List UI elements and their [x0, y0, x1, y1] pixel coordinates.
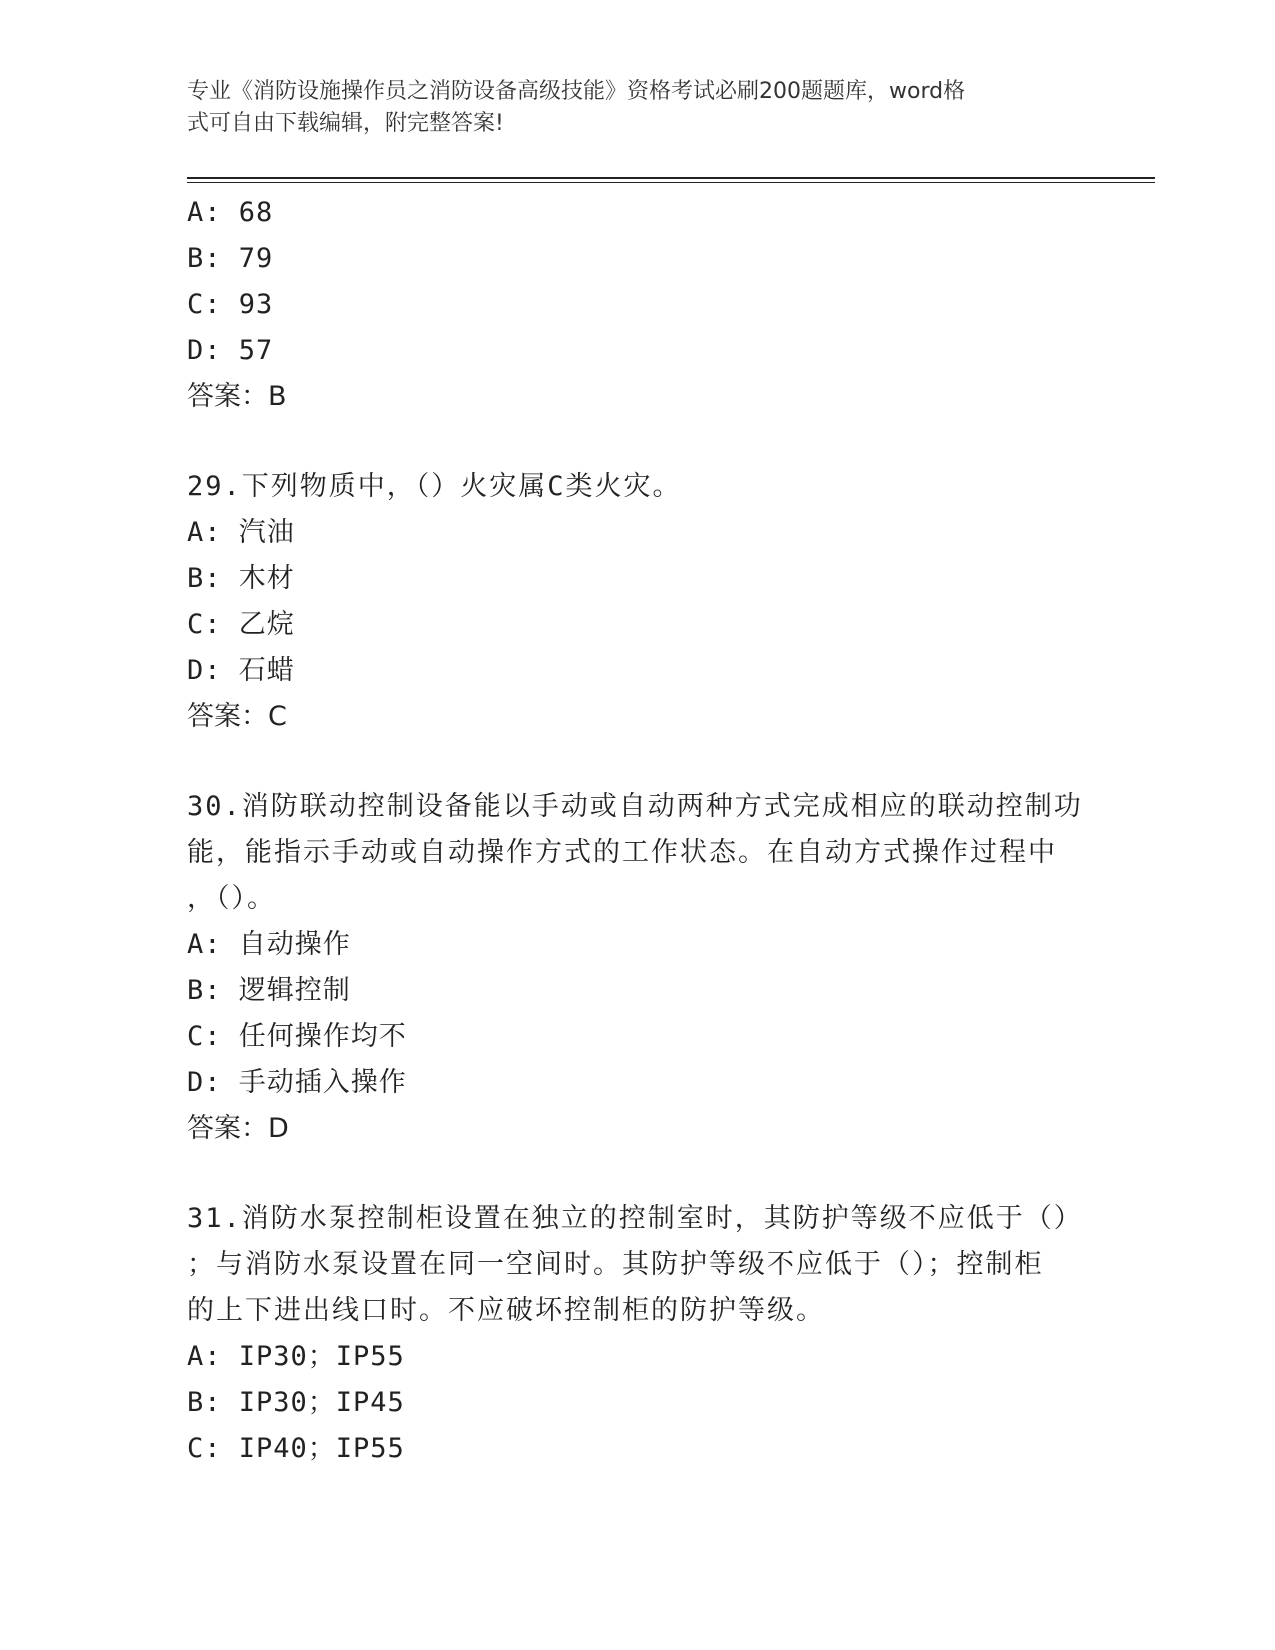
- question-28: [187, 190, 1087, 420]
- option-b: B: 79: [187, 243, 274, 274]
- question-31: [187, 1196, 1087, 1472]
- question-text-line-3: 的上下进出线口时。不应破坏控制柜的防护等级。: [187, 1295, 825, 1326]
- option-c: C: 任何操作均不: [187, 1021, 407, 1052]
- answer: 答案：C: [187, 701, 287, 732]
- question-29: [187, 464, 1087, 740]
- answer: 答案：B: [187, 381, 287, 412]
- option-b: B: 木材: [187, 563, 295, 594]
- question-text: 29.下列物质中，（）火灾属C类火灾。: [187, 471, 682, 502]
- question-30: [187, 784, 1087, 1152]
- document-header: [187, 76, 1067, 140]
- option-c: C: IP40；IP55: [187, 1433, 405, 1464]
- question-text-line-1: 31.消防水泵控制柜设置在独立的控制室时，其防护等级不应低于（）: [187, 1203, 1083, 1234]
- question-text-line-3: ，（）。: [187, 883, 276, 914]
- header-divider-thick: [187, 177, 1155, 179]
- option-c: C: 乙烷: [187, 609, 295, 640]
- question-text-line-2: 能，能指示手动或自动操作方式的工作状态。在自动方式操作过程中: [187, 837, 1057, 868]
- header-line-2: 式可自由下载编辑，附完整答案!: [187, 111, 504, 136]
- option-a: A: 68: [187, 197, 274, 228]
- question-text-line-1: 30.消防联动控制设备能以手动或自动两种方式完成相应的联动控制功: [187, 791, 1083, 822]
- answer: 答案：D: [187, 1113, 289, 1144]
- option-a: A: 汽油: [187, 517, 295, 548]
- option-a: A: IP30；IP55: [187, 1341, 405, 1372]
- question-list: [187, 190, 1087, 1472]
- option-a: A: 自动操作: [187, 929, 351, 960]
- option-c: C: 93: [187, 289, 274, 320]
- header-divider-thin: [187, 182, 1155, 183]
- option-d: D: 57: [187, 335, 274, 366]
- option-d: D: 手动插入操作: [187, 1067, 407, 1098]
- option-d: D: 石蜡: [187, 655, 295, 686]
- option-b: B: IP30；IP45: [187, 1387, 405, 1418]
- header-line-1: 专业《消防设施操作员之消防设备高级技能》资格考试必刷200题题库，word格: [187, 79, 966, 104]
- question-text-line-2: ；与消防水泵设置在同一空间时。其防护等级不应低于（）；控制柜: [187, 1249, 1044, 1280]
- option-b: B: 逻辑控制: [187, 975, 351, 1006]
